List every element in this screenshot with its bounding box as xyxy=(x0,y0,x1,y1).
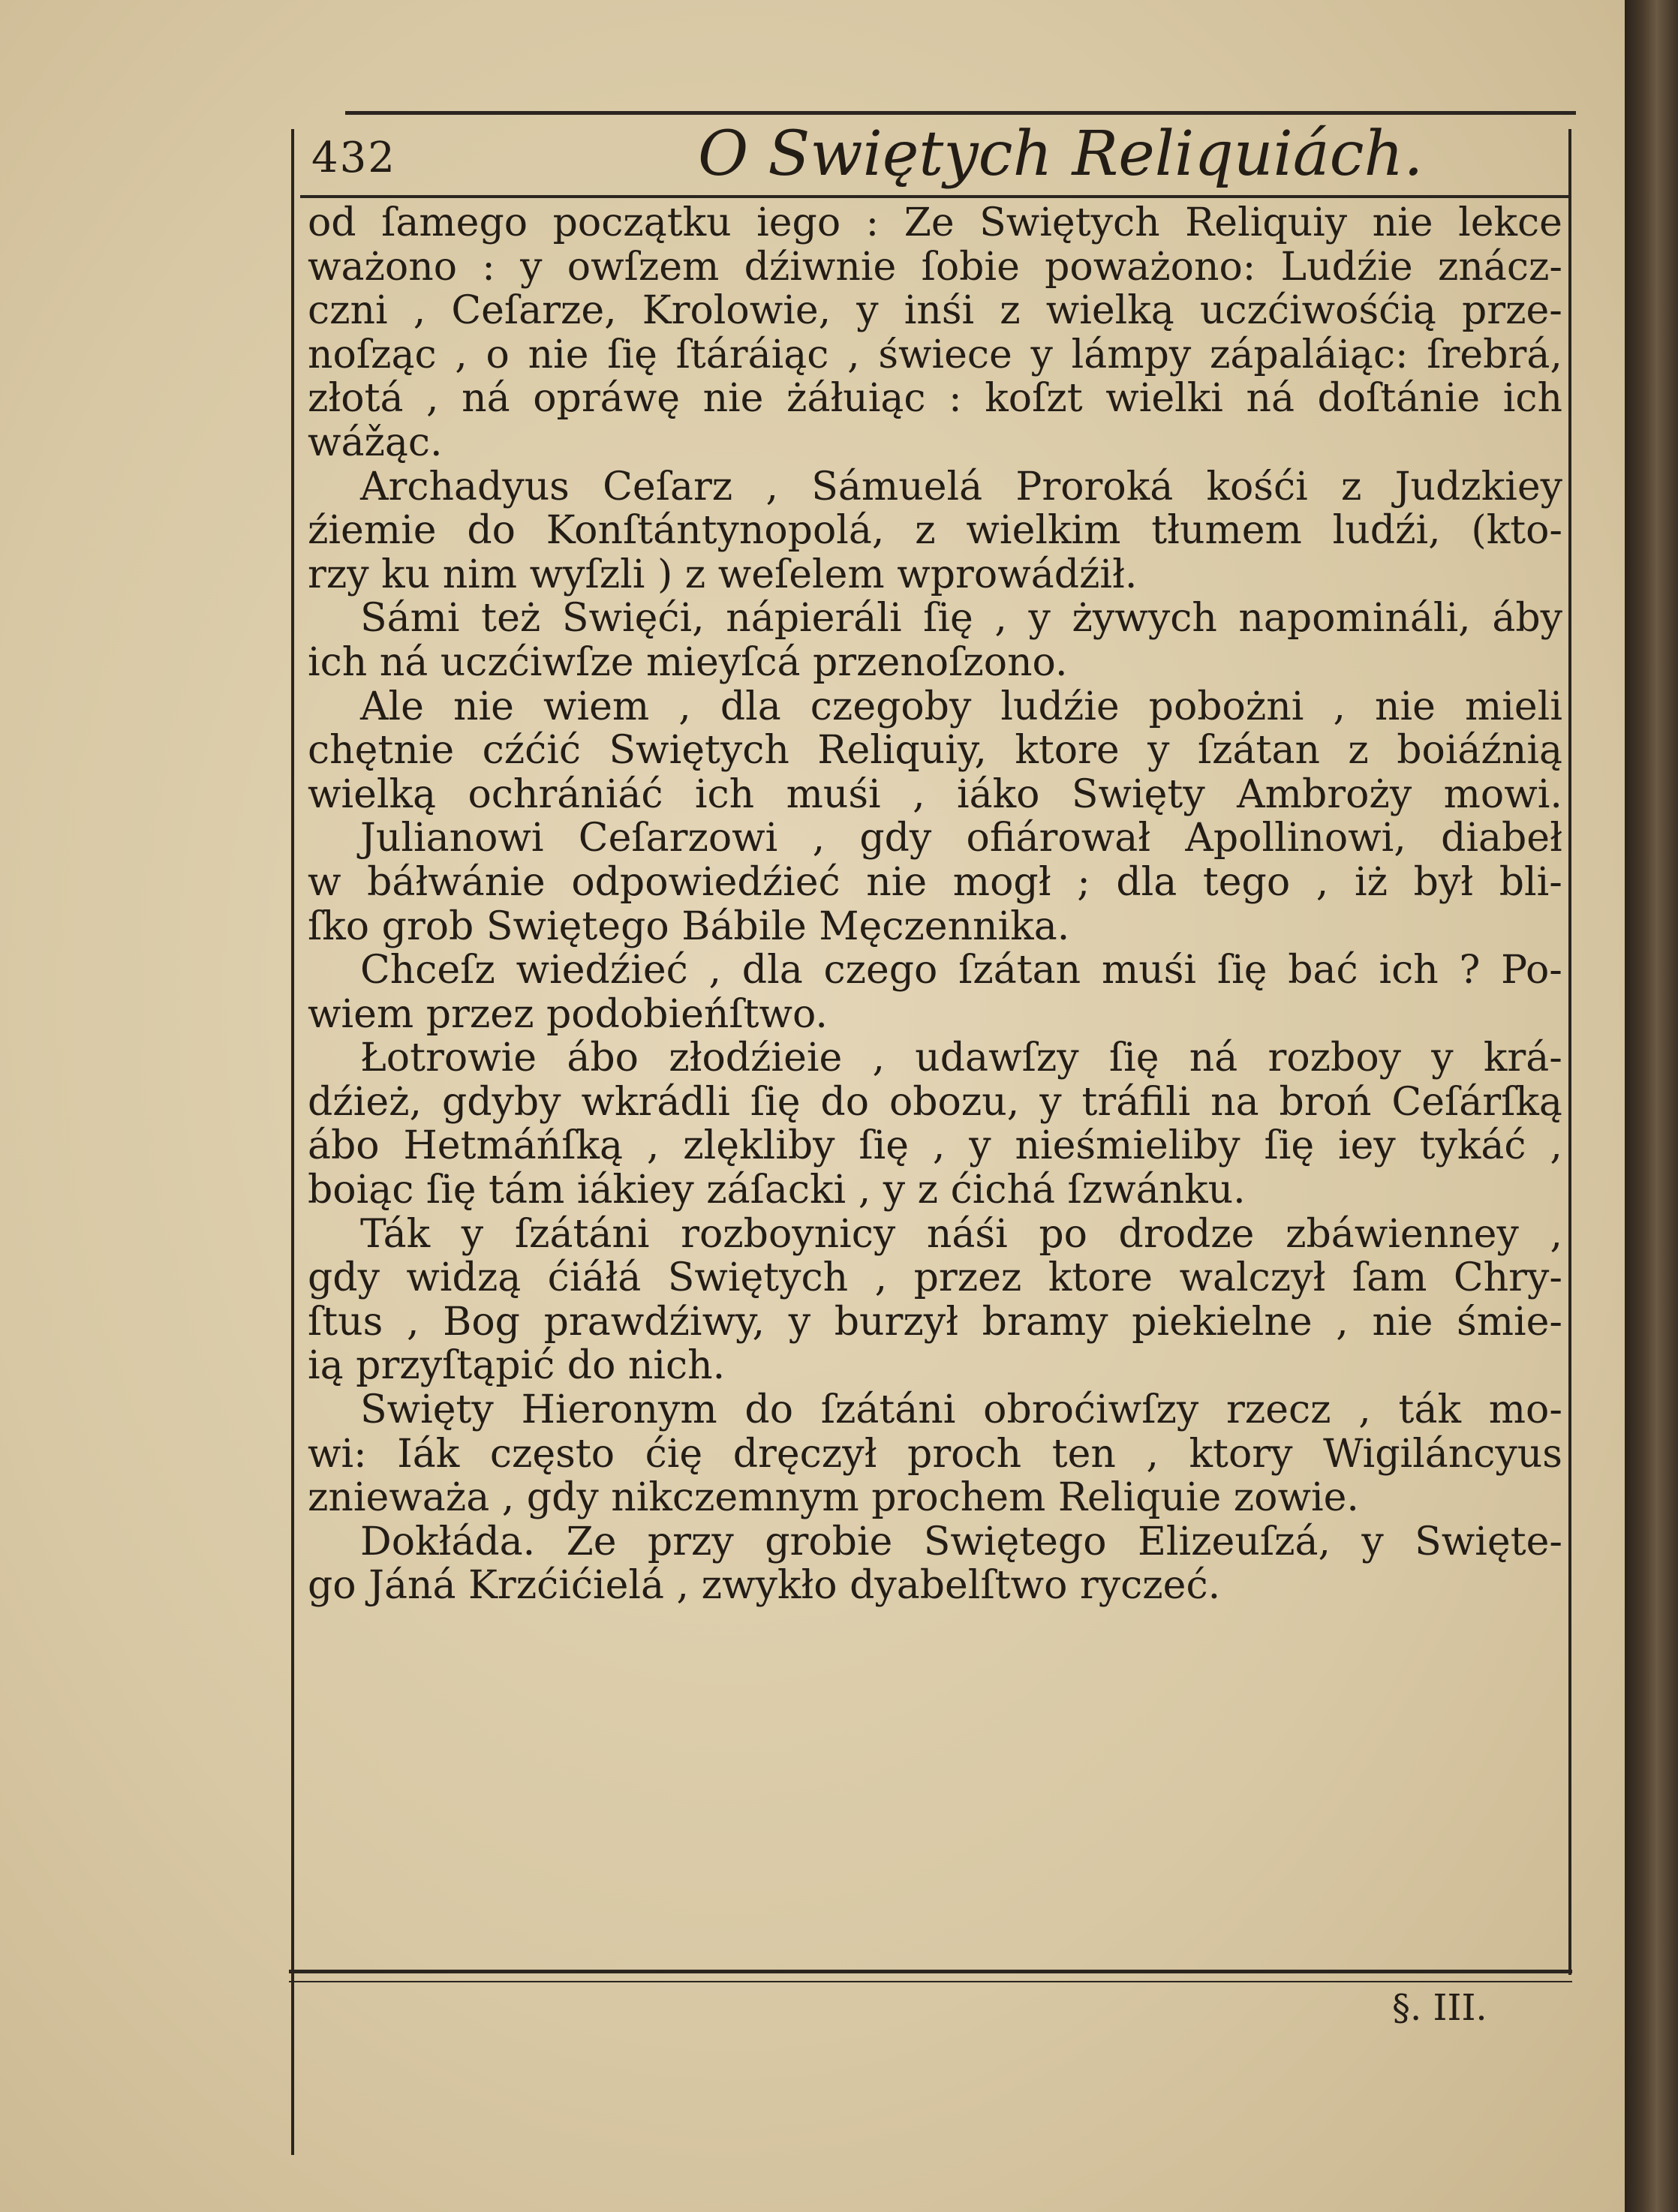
word: , xyxy=(1146,1431,1159,1477)
catchword: §. III. xyxy=(1392,1987,1487,2029)
word: gdy xyxy=(859,816,932,861)
word: y xyxy=(788,1299,811,1345)
word: : xyxy=(482,244,495,290)
word: broń xyxy=(1279,1079,1372,1125)
word: Ceſarz xyxy=(603,464,733,509)
word: obroćiwſzy xyxy=(983,1387,1199,1433)
word: piekielne xyxy=(1132,1299,1313,1345)
word: iey xyxy=(1338,1123,1396,1169)
word: czni xyxy=(308,288,388,334)
word: znácz- xyxy=(1437,244,1562,290)
word: , xyxy=(678,684,691,729)
word: diabeł xyxy=(1441,816,1562,861)
word: złodźieie xyxy=(669,1035,843,1081)
text-line: rzy ku nim wyſzli ) z weſelem wprowádźił. xyxy=(308,551,1138,597)
top-rule xyxy=(345,111,1576,115)
word: Proroká xyxy=(1015,464,1174,509)
word: Ludźie xyxy=(1280,244,1413,290)
word: ich xyxy=(1379,948,1439,993)
word: gdyby xyxy=(441,1079,561,1125)
word: wiem xyxy=(543,684,650,729)
word: y xyxy=(1361,1519,1384,1564)
text-line xyxy=(308,729,1562,773)
word: z xyxy=(1348,728,1369,774)
word: wielki xyxy=(1105,376,1223,422)
word: chętnie xyxy=(308,728,455,774)
text-line: wiem przez podobieńſtwo. xyxy=(308,991,828,1037)
word: śmie- xyxy=(1457,1299,1562,1345)
word: dla xyxy=(1116,859,1177,905)
word: iż xyxy=(1354,859,1388,905)
word: Łotrowie xyxy=(360,1035,537,1081)
word: do xyxy=(467,508,516,554)
word: od xyxy=(308,200,356,245)
word: ná xyxy=(1189,1035,1238,1081)
word: dla xyxy=(741,948,803,993)
word: rozboy xyxy=(1268,1035,1402,1081)
word: mieli xyxy=(1464,684,1562,729)
word: ſię xyxy=(1108,1035,1159,1081)
word: ſobie xyxy=(921,244,1020,290)
word: grobie xyxy=(765,1519,893,1564)
header-rule xyxy=(300,195,1568,198)
text-line xyxy=(308,1520,1562,1564)
text-line: wážąc. xyxy=(308,419,443,465)
word: proch xyxy=(907,1431,1022,1477)
text-line xyxy=(308,861,1562,905)
text-line xyxy=(308,509,1562,553)
word: , xyxy=(646,1123,660,1169)
word: muśi xyxy=(1101,948,1197,993)
word: do xyxy=(820,1079,870,1125)
word: Dokłáda. xyxy=(360,1519,536,1564)
word: y xyxy=(1028,596,1051,642)
word: Chceſz xyxy=(360,948,495,993)
word: ſtáráiąc xyxy=(675,332,829,377)
word: lekce xyxy=(1458,200,1562,245)
word: do xyxy=(744,1387,793,1433)
word: czego xyxy=(823,948,938,993)
word: obozu, xyxy=(889,1079,1020,1125)
word: widzą xyxy=(406,1255,522,1301)
word: dręczył xyxy=(732,1431,877,1477)
word: , xyxy=(1358,1387,1371,1433)
word: o xyxy=(486,332,510,377)
word: ich xyxy=(1502,376,1562,422)
frame-left-rule xyxy=(291,129,294,2155)
word: cźćić xyxy=(482,728,582,774)
word: mogł xyxy=(952,859,1051,905)
word: , xyxy=(765,464,778,509)
word: ſamego xyxy=(381,200,528,245)
word: y xyxy=(856,288,879,334)
word: boiáźnią xyxy=(1397,728,1562,774)
word: doſtánie xyxy=(1317,376,1481,422)
word: Elizeuſzá, xyxy=(1137,1519,1331,1564)
word: , xyxy=(872,1035,886,1081)
word: , xyxy=(455,332,468,377)
word: , xyxy=(1316,859,1329,905)
word: ſię xyxy=(923,596,973,642)
word: ochrániáć xyxy=(468,771,663,817)
word: świece xyxy=(878,332,1012,377)
word: y xyxy=(1147,728,1170,774)
word: Po- xyxy=(1501,948,1562,993)
footer-rule-thin xyxy=(289,1981,1572,1982)
word: ſię xyxy=(1264,1123,1315,1169)
word: źiemie xyxy=(308,508,437,554)
text-line xyxy=(308,1124,1562,1168)
text-line xyxy=(308,948,1562,993)
word: ſzátan xyxy=(958,948,1081,993)
word: Swięte- xyxy=(1415,1519,1562,1564)
word: ludźie xyxy=(1000,684,1120,729)
word: czegoby xyxy=(810,684,972,729)
text-line xyxy=(308,1300,1562,1345)
word: , xyxy=(812,816,825,861)
word: ſię xyxy=(1216,948,1268,993)
word: y xyxy=(1431,1035,1454,1081)
word: po xyxy=(1039,1211,1087,1257)
word: żywych xyxy=(1072,596,1217,642)
word: w xyxy=(308,859,341,905)
word: z xyxy=(1341,464,1362,509)
word: nieśmieliby xyxy=(1015,1123,1240,1169)
word: początku xyxy=(552,200,732,245)
word: nie xyxy=(453,684,514,729)
word: prawdźiwy, xyxy=(543,1299,765,1345)
word: , xyxy=(426,376,439,422)
word: ſię xyxy=(859,1123,909,1169)
word: , xyxy=(708,948,722,993)
word: ábo xyxy=(308,1123,380,1169)
word: ktory xyxy=(1189,1431,1293,1477)
word: Reliquiy, xyxy=(817,728,987,774)
text-line xyxy=(308,1256,1562,1300)
word: ktore xyxy=(1015,728,1120,774)
word: Krolowie, xyxy=(642,288,831,334)
word: ábo xyxy=(567,1035,639,1081)
word: koſzt xyxy=(985,376,1083,422)
word: wiedźieć xyxy=(516,948,688,993)
word: ten xyxy=(1051,1431,1116,1477)
word: żáłuiąc xyxy=(786,376,926,422)
word: , xyxy=(1550,1123,1562,1169)
word: bać xyxy=(1288,948,1358,993)
word: Ze xyxy=(566,1519,617,1564)
text-line xyxy=(308,816,1562,861)
word: rozboynicy xyxy=(681,1211,896,1257)
word: ofiárował xyxy=(966,816,1151,861)
text-line: boiąc ſię tám iákiey záſacki , y z ćichá ſzwánku. xyxy=(308,1168,1246,1213)
word: mowi. xyxy=(1443,771,1562,817)
word: owſzem xyxy=(567,244,720,290)
word: , xyxy=(1550,1211,1562,1257)
text-line xyxy=(308,465,1562,509)
word: bli- xyxy=(1499,859,1562,905)
word: Chry- xyxy=(1453,1255,1562,1301)
text-line: ſko grob Swiętego Bábile Męczennika. xyxy=(308,903,1070,949)
word: , xyxy=(1333,684,1346,729)
word: z xyxy=(1000,288,1021,334)
word: áby xyxy=(1492,596,1562,642)
word: , xyxy=(847,332,860,377)
word: wielkim xyxy=(966,508,1121,554)
word: Ceſárſką xyxy=(1391,1079,1562,1125)
word: nie xyxy=(1372,1299,1433,1345)
word: odpowiedźieć xyxy=(571,859,841,905)
word: Swięty xyxy=(1071,771,1205,817)
word: Ze xyxy=(904,200,955,245)
word: Julianowi xyxy=(360,816,544,861)
text-line xyxy=(308,377,1562,421)
word: noſząc xyxy=(308,332,437,377)
word: ſrebrá, xyxy=(1427,332,1562,377)
word: lámpy xyxy=(1071,332,1192,377)
word: , xyxy=(874,1255,888,1301)
word: Judzkiey xyxy=(1394,464,1562,509)
word: Ceſarze, xyxy=(451,288,617,334)
word: zlękliby xyxy=(683,1123,835,1169)
word: nie xyxy=(866,859,928,905)
word: y xyxy=(461,1211,484,1257)
text-line xyxy=(308,685,1562,729)
word: przy xyxy=(647,1519,734,1564)
word: dźież, xyxy=(308,1079,423,1125)
word: : xyxy=(865,200,880,245)
text-line xyxy=(308,333,1562,377)
word: uczćiwośćią xyxy=(1199,288,1436,334)
word: Swięći, xyxy=(561,596,705,642)
word: ná xyxy=(462,376,510,422)
word: gdy xyxy=(308,1255,380,1301)
word: Sámuelá xyxy=(811,464,983,509)
word: ſię xyxy=(750,1079,801,1125)
word: zbáwienney xyxy=(1286,1211,1519,1257)
word: Sámi xyxy=(360,596,460,642)
word: też xyxy=(481,596,541,642)
word: y xyxy=(1039,1079,1062,1125)
word: nie xyxy=(1375,684,1436,729)
word: ważono xyxy=(308,244,458,290)
word: ſzátan xyxy=(1197,728,1320,774)
word: często xyxy=(489,1431,615,1477)
word: Ambroży xyxy=(1237,771,1412,817)
word: Iák xyxy=(397,1431,460,1477)
word: Ták xyxy=(360,1211,431,1257)
word: ćiáłá xyxy=(547,1255,642,1301)
text-line xyxy=(308,245,1562,290)
word: Hetmáńſką xyxy=(403,1123,624,1169)
word: Ceſarzowi xyxy=(578,816,778,861)
word: wielką xyxy=(308,771,437,817)
word: tłumem xyxy=(1151,508,1302,554)
word: napomináli, xyxy=(1238,596,1471,642)
word: ludźi, xyxy=(1332,508,1441,554)
word: Archadyus xyxy=(360,464,570,509)
word: Wigiláncyus xyxy=(1323,1431,1562,1477)
word: drodze xyxy=(1118,1211,1255,1257)
word: ſzátáni xyxy=(820,1387,956,1433)
word: Reliquiy xyxy=(1185,200,1348,245)
word: Bog xyxy=(443,1299,520,1345)
word: poważono: xyxy=(1045,244,1256,290)
word: dźiwnie xyxy=(744,244,897,290)
text-line xyxy=(308,1080,1562,1125)
word: ? xyxy=(1459,948,1481,993)
word: prze- xyxy=(1461,288,1562,334)
word: Swiętego xyxy=(923,1519,1107,1564)
word: , xyxy=(932,1123,946,1169)
word: opráwę xyxy=(533,376,680,422)
word: tráfili xyxy=(1081,1079,1191,1125)
text-line xyxy=(308,773,1562,817)
word: , xyxy=(994,596,1007,642)
word: złotá xyxy=(308,376,404,422)
text-line: ich ná uczćiwſze mieyſcá przenoſzono. xyxy=(308,639,1068,685)
word: przez xyxy=(913,1255,1022,1301)
word: nie xyxy=(528,332,589,377)
word: nie xyxy=(702,376,764,422)
book-spine xyxy=(1625,0,1678,2212)
word: náśi xyxy=(926,1211,1008,1257)
text-line xyxy=(308,289,1562,333)
word: dla xyxy=(720,684,781,729)
word: mo- xyxy=(1488,1387,1562,1433)
word: nie xyxy=(1372,200,1433,245)
word: zápaláiąc: xyxy=(1209,332,1409,377)
word: ná xyxy=(1246,376,1295,422)
word: , xyxy=(1336,1299,1349,1345)
word: y xyxy=(520,244,543,290)
word: iego xyxy=(756,200,841,245)
word: ták xyxy=(1398,1387,1461,1433)
word: báłwánie xyxy=(367,859,546,905)
running-head: O Swiętych Reliquiách. xyxy=(698,119,1424,190)
word: walczył xyxy=(1179,1255,1326,1301)
text-line xyxy=(308,201,1562,245)
word: wielką xyxy=(1045,288,1174,334)
word: y xyxy=(969,1123,991,1169)
word: ſtus xyxy=(308,1299,383,1345)
word: Swięty xyxy=(360,1387,494,1433)
body-text xyxy=(308,201,1562,1608)
word: tego xyxy=(1202,859,1291,905)
word: pobożni xyxy=(1148,684,1304,729)
word: ſię xyxy=(607,332,657,377)
word: Konſtántynopolá, xyxy=(546,508,885,554)
word: , xyxy=(406,1299,420,1345)
text-line xyxy=(308,1036,1562,1080)
word: Swiętych xyxy=(667,1255,849,1301)
word: z xyxy=(915,508,936,554)
word: Hieronym xyxy=(521,1387,717,1433)
word: tykáć xyxy=(1419,1123,1526,1169)
word: rzecz xyxy=(1225,1387,1331,1433)
word: udawſzy xyxy=(915,1035,1079,1081)
word: muśi xyxy=(786,771,881,817)
word: ſzátáni xyxy=(514,1211,650,1257)
text-line xyxy=(308,1213,1562,1257)
word: ktore xyxy=(1048,1255,1153,1301)
word: Apollinowi, xyxy=(1185,816,1406,861)
word: ich xyxy=(694,771,755,817)
word: był xyxy=(1413,859,1474,905)
word: ; xyxy=(1077,859,1090,905)
text-line: ią przyſtąpić do nich. xyxy=(308,1343,726,1389)
word: krá- xyxy=(1483,1035,1562,1081)
word: wkrádli xyxy=(581,1079,730,1125)
word: , xyxy=(413,288,426,334)
word: kośći xyxy=(1206,464,1308,509)
text-line xyxy=(308,597,1562,641)
text-line: go Jáná Krzćićielá , zwykło dyabelſtwo ryczeć. xyxy=(308,1563,1221,1609)
footer-rule xyxy=(289,1970,1572,1973)
frame-right-rule xyxy=(1568,129,1571,1975)
word: na xyxy=(1210,1079,1259,1125)
word: burzył xyxy=(834,1299,959,1345)
text-line xyxy=(308,1388,1562,1432)
word: wi: xyxy=(308,1431,367,1477)
word: (kto- xyxy=(1471,508,1562,554)
word: Swiętych xyxy=(979,200,1160,245)
word: inśi xyxy=(904,288,975,334)
word: ćię xyxy=(645,1431,703,1477)
word: bramy xyxy=(982,1299,1108,1345)
word: , xyxy=(913,771,925,817)
word: ſam xyxy=(1352,1255,1427,1301)
text-line: znieważa , gdy nikczemnym prochem Reliquie zowie. xyxy=(308,1475,1359,1521)
word: iáko xyxy=(957,771,1040,817)
word: : xyxy=(949,376,962,422)
word: nápieráli xyxy=(726,596,902,642)
word: y xyxy=(1030,332,1053,377)
word: Swiętych xyxy=(609,728,789,774)
word: Ale xyxy=(360,684,424,729)
text-line xyxy=(308,1432,1562,1477)
page-number: 432 xyxy=(311,134,396,182)
